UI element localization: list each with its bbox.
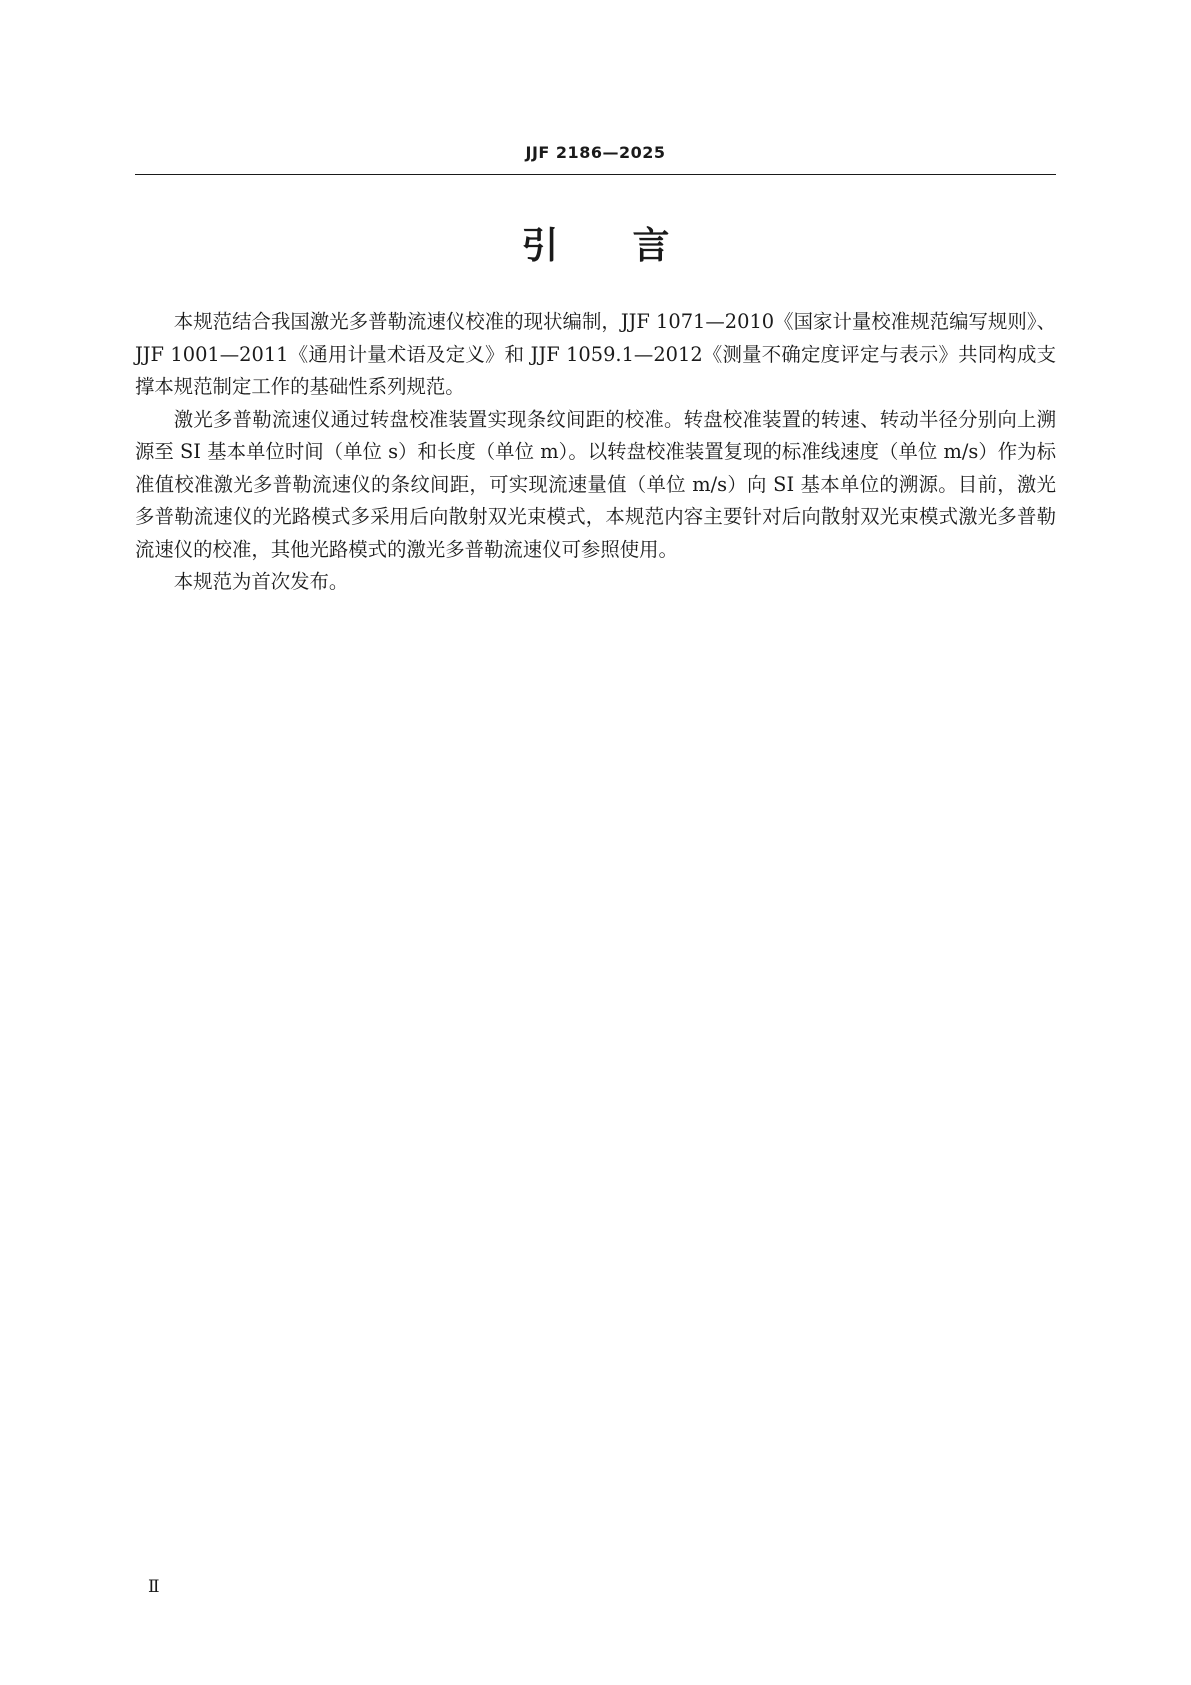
- header-divider: [135, 174, 1056, 175]
- paragraph-2: 激光多普勒流速仪通过转盘校准装置实现条纹间距的校准。转盘校准装置的转速、转动半径分别向上溯源至 SI 基本单位时间（单位 s）和长度（单位 m）。以转盘校准装置复现的标准线速度（单位 m/s）作为标准值校准激光多普勒流速仪的条纹间距，可实现流速量值（单位 m/s）向 SI 基本单位的溯源。目前，激光多普勒流速仪的光路模式多采用后向散射双光束模式，本规范内容主要针对后向散射双光束模式激光多普勒流速仪的校准，其他光路模式的激光多普勒流速仪可参照使用。: [135, 407, 1056, 561]
- page-title: 引 言: [521, 224, 670, 267]
- page-number: Ⅱ: [148, 1577, 160, 1597]
- standard-code-header: JJF 2186—2025: [525, 143, 666, 162]
- introduction-body: [135, 306, 1056, 599]
- paragraph-3: 本规范为首次发布。: [173, 570, 349, 593]
- paragraph-1: 本规范结合我国激光多普勒流速仪校准的现状编制，JJF 1071—2010《国家计量校准规范编写规则》、JJF 1001—2011《通用计量术语及定义》和 JJF 1059.1—2012《测量不确定度评定与表示》共同构成支撑本规范制定工作的基础性系列规范。: [135, 310, 1056, 398]
